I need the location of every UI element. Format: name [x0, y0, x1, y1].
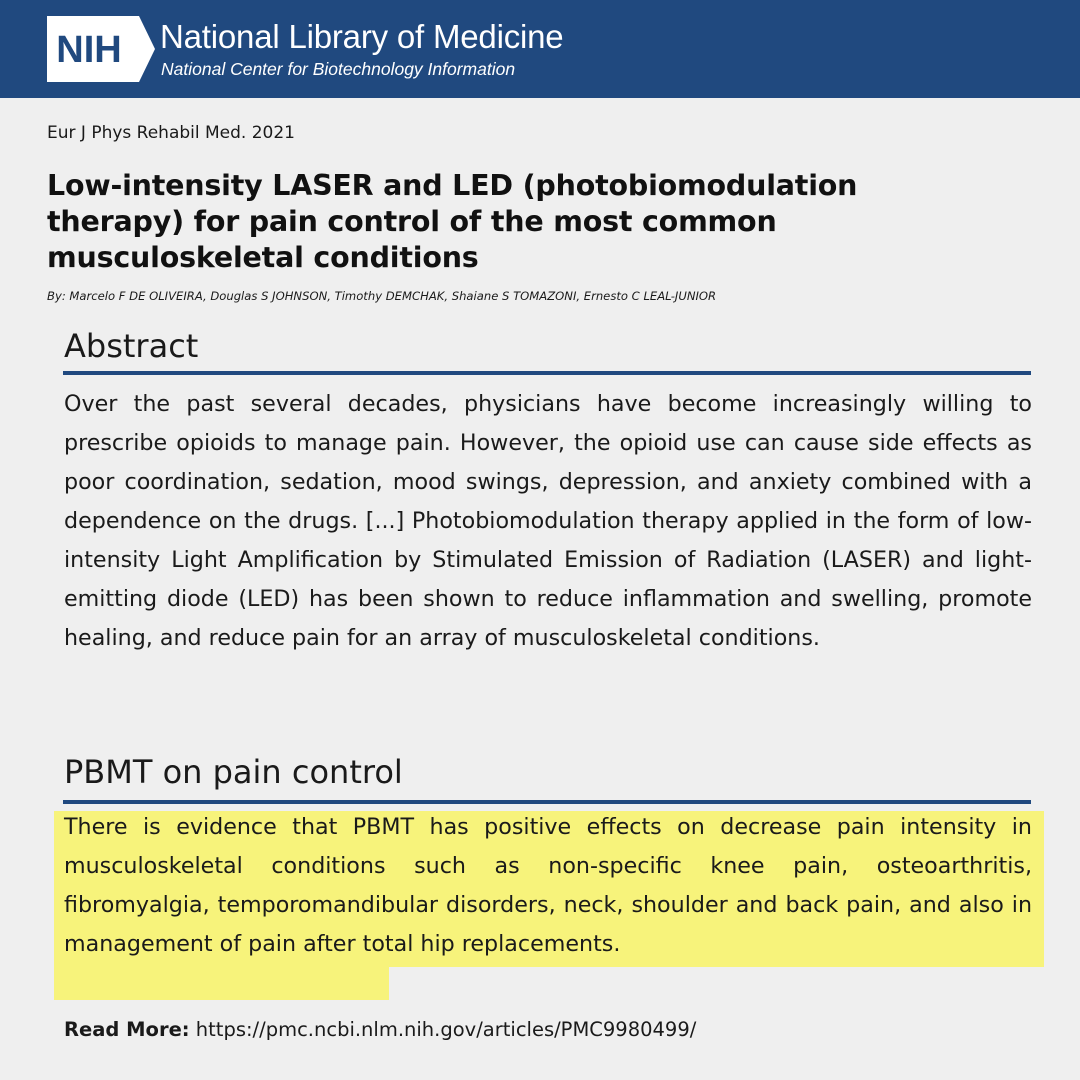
journal-citation: Eur J Phys Rehabil Med. 2021: [47, 123, 296, 143]
abstract-heading: Abstract: [64, 327, 199, 365]
read-more: [64, 1018, 696, 1041]
read-more-link[interactable]: https://pmc.ncbi.nlm.nih.gov/articles/PMC9980499/: [195, 1018, 697, 1041]
abstract-text: Over the past several decades, physicians have become increasingly willing to prescribe opioids to manage pain. However, the opioid use can cause side effects as poor coordination, sedation, mood swings, depression, and anxiety combined with a dependence on the drugs. [...] Photobiomodulation therapy applied in the form of low-intensity Light Amplification by Stimulated Emission of Radiation (LASER) and light-emitting diode (LED) has been shown to reduce inflammation and swelling, promote healing, and reduce pain for an array of musculoskeletal conditions.: [64, 391, 1032, 651]
library-subtitle: National Center for Biotechnology Information: [161, 59, 516, 79]
site-header: [0, 0, 1080, 98]
abstract-divider: [63, 371, 1031, 375]
highlight-background-last-line: [54, 962, 389, 1000]
read-more-label: Read More:: [64, 1018, 190, 1041]
pbmt-heading: PBMT on pain control: [64, 753, 403, 791]
library-title: National Library of Medicine: [160, 18, 564, 55]
article-authors: By: Marcelo F DE OLIVEIRA, Douglas S JOHNSON, Timothy DEMCHAK, Shaiane S TOMAZONI, Ernesto C LEAL-JUNIOR: [47, 289, 717, 303]
nih-logo-text: NIH: [56, 29, 122, 71]
pbmt-text: There is evidence that PBMT has positive effects on decrease pain intensity in musculoskeletal conditions such as non-specific knee pain, osteoarthritis, fibromyalgia, temporomandibular disorders, neck, shoulder and back pain, and also in management of pain after total hip replacements.: [64, 814, 1032, 957]
article-title: Low-intensity LASER and LED (photobiomodulation therapy) for pain control of the most common musculoskeletal conditions: [47, 169, 858, 274]
pbmt-divider: [63, 800, 1031, 804]
nih-logo[interactable]: [47, 16, 155, 82]
